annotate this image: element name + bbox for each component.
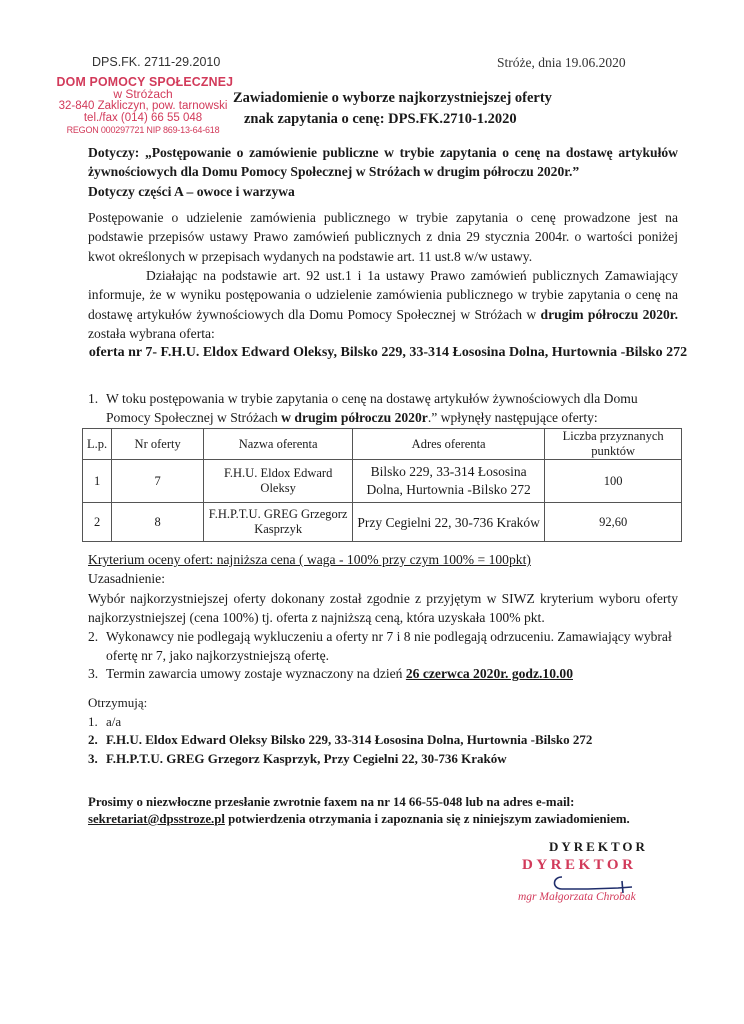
list-number: 2.	[88, 629, 99, 644]
recipient-item	[88, 731, 678, 750]
document-title: Zawiadomienie o wyborze najkorzystniejszej oferty	[233, 90, 552, 106]
list-item-text: Termin zawarcia umowy zostaje wyznaczony na dzień	[106, 666, 406, 681]
list-number: 1.	[88, 391, 99, 406]
header-bidder-address: Adres oferenta	[353, 429, 545, 460]
stamp-phone: tel./fax (014) 66 55 048	[83, 112, 203, 124]
footer-request	[88, 794, 630, 828]
email-link[interactable]: sekretariat@dpsstroze.pl	[88, 812, 225, 826]
list-number: 2.	[88, 732, 98, 747]
cell-lp: 2	[83, 503, 112, 542]
list-number: 1.	[88, 713, 98, 729]
cell-lp: 1	[83, 460, 112, 503]
contract-date: 26 czerwca 2020r. godz.10.00	[405, 666, 573, 681]
cell-bidder-name: F.H.P.T.U. GREG Grzegorz Kasprzyk	[204, 503, 353, 542]
list-item-2	[88, 627, 678, 665]
list-number: 3.	[88, 666, 99, 681]
cell-points: 92,60	[545, 503, 682, 542]
decision-period: drugim półroczu 2020r.	[540, 306, 678, 322]
director-name: mgr Małgorzata Chrobak	[518, 891, 636, 903]
selected-offer: oferta nr 7- F.H.U. Eldox Edward Oleksy, Bilsko 229, 33-314 Łososina Dolna, Hurtownia -Bilsko 272	[88, 345, 688, 360]
decision-text-end: została wybrana oferta:	[88, 325, 215, 341]
subject-text: Dotyczy: „Postępowanie o zamówienie publiczne w trybie zapytania o cenę na dostawę artykułów żywnościowych dla Domu Pomocy Społecznej w Stróżach w drugim półroczu 2020r.”	[88, 145, 678, 180]
justification-label: Uzasadnienie:	[88, 571, 165, 587]
header-lp: L.p.	[83, 429, 112, 460]
cell-offer-number: 7	[112, 460, 204, 503]
institution-stamp	[52, 76, 234, 136]
list-item-3	[88, 664, 678, 683]
footer-text: Prosimy o niezwłoczne przesłanie zwrotnie faxem na nr 14 66-55-048 lub na adres e-mail:	[88, 795, 575, 809]
table-row	[83, 503, 682, 542]
stamp-regon-nip: REGON 000297721 NIP 869-13-64-618	[66, 125, 220, 135]
table-row	[83, 460, 682, 503]
reference-number: DPS.FK. 2711-29.2010	[92, 55, 221, 69]
list-item-1	[88, 389, 678, 427]
list-item-text: W toku postępowania w trybie zapytania o cenę na dostawę artykułów żywnościowych dla Domu Pomocy Społecznej w Stróżach	[106, 391, 638, 425]
criterion-block	[88, 550, 678, 627]
offers-table	[82, 428, 682, 542]
director-stamp: DYREKTOR	[522, 857, 637, 873]
cell-bidder-address: Bilsko 229, 33-314 Łososina Dolna, Hurtownia -Bilsko 272	[353, 460, 545, 503]
evaluation-criterion: Kryterium oceny ofert: najniższa cena ( waga - 100% przy czym 100% = 100pkt)	[88, 552, 531, 567]
header-points: Liczba przyznanych punktów	[545, 429, 682, 460]
recipients-block	[88, 694, 678, 768]
justification-text: Wybór najkorzystniejszej oferty dokonany został zgodnie z przyjętym w SIWZ kryterium wyboru oferty najkorzystniejszej (cena 100%) tj. oferta z najniższą ceną, która uzyskała 100% pkt.	[88, 590, 678, 625]
subject-part: Dotyczy części A – owoce i warzywa	[88, 183, 295, 199]
place-and-date: Stróże, dnia 19.06.2020	[497, 55, 626, 70]
header-offer-number: Nr oferty	[112, 429, 204, 460]
recipient-item	[88, 750, 678, 769]
director-title: DYREKTOR	[549, 839, 648, 854]
stamp-address: 32-840 Zakliczyn, pow. tarnowski	[58, 100, 228, 112]
recipient-text: a/a	[106, 713, 122, 729]
footer-text-end: potwierdzenia otrzymania i zapoznania się z niniejszym zawiadomieniem.	[224, 812, 630, 826]
list-item-text: Wykonawcy nie podlegają wykluczeniu a oferty nr 7 i 8 nie podlegają odrzuceniu. Zamawiający wybrał ofertę nr 7, jako najkorzystniejszą ofertę.	[106, 629, 672, 663]
header-bidder-name: Nazwa oferenta	[204, 429, 353, 460]
list-item-bold: w drugim półroczu 2020r	[281, 410, 428, 425]
list-number: 3.	[88, 750, 98, 766]
decision-paragraph	[88, 266, 678, 343]
inquiry-reference: znak zapytania o cenę: DPS.FK.2710-1.2020	[244, 111, 517, 127]
procedure-paragraph: Postępowanie o udzielenie zamówienia publicznego w trybie zapytania o cenę prowadzone jest na podstawie przepisów ustawy Prawo zamówień publicznych z dnia 29 stycznia 2004r. o wartości poniżej kwot określonych w przepisach wydanych na podstawie art. 11 ust.8 w/w ustawy.	[88, 210, 678, 264]
cell-offer-number: 8	[112, 503, 204, 542]
recipient-item	[88, 713, 678, 732]
cell-bidder-name: F.H.U. Eldox Edward Oleksy	[204, 460, 353, 503]
stamp-name: DOM POMOCY SPOŁECZNEJ	[56, 74, 234, 89]
stamp-location: w Stróżach	[113, 87, 173, 101]
list-item-text-end: .” wpłynęły następujące oferty:	[427, 410, 598, 425]
cell-points: 100	[545, 460, 682, 503]
recipient-text: F.H.P.T.U. GREG Grzegorz Kasprzyk, Przy Cegielni 22, 30-736 Kraków	[106, 750, 507, 766]
cell-bidder-address: Przy Cegielni 22, 30-736 Kraków	[353, 503, 545, 542]
decision-text: Działając na podstawie art. 92 ust.1 i 1a ustawy Prawo zamówień publicznych Zamawiający informuje, że w wyniku postępowania o udzielenie zamówienia publicznego w trybie zapytania o cenę na dostawę artykułów żywnościowych dla Domu Pomocy Społecznej w Stróżach w	[88, 268, 678, 322]
subject-paragraph	[88, 143, 678, 201]
recipients-label: Otrzymują:	[88, 695, 148, 710]
recipient-text: F.H.U. Eldox Edward Oleksy Bilsko 229, 33-314 Łososina Dolna, Hurtownia -Bilsko 272	[106, 732, 593, 747]
